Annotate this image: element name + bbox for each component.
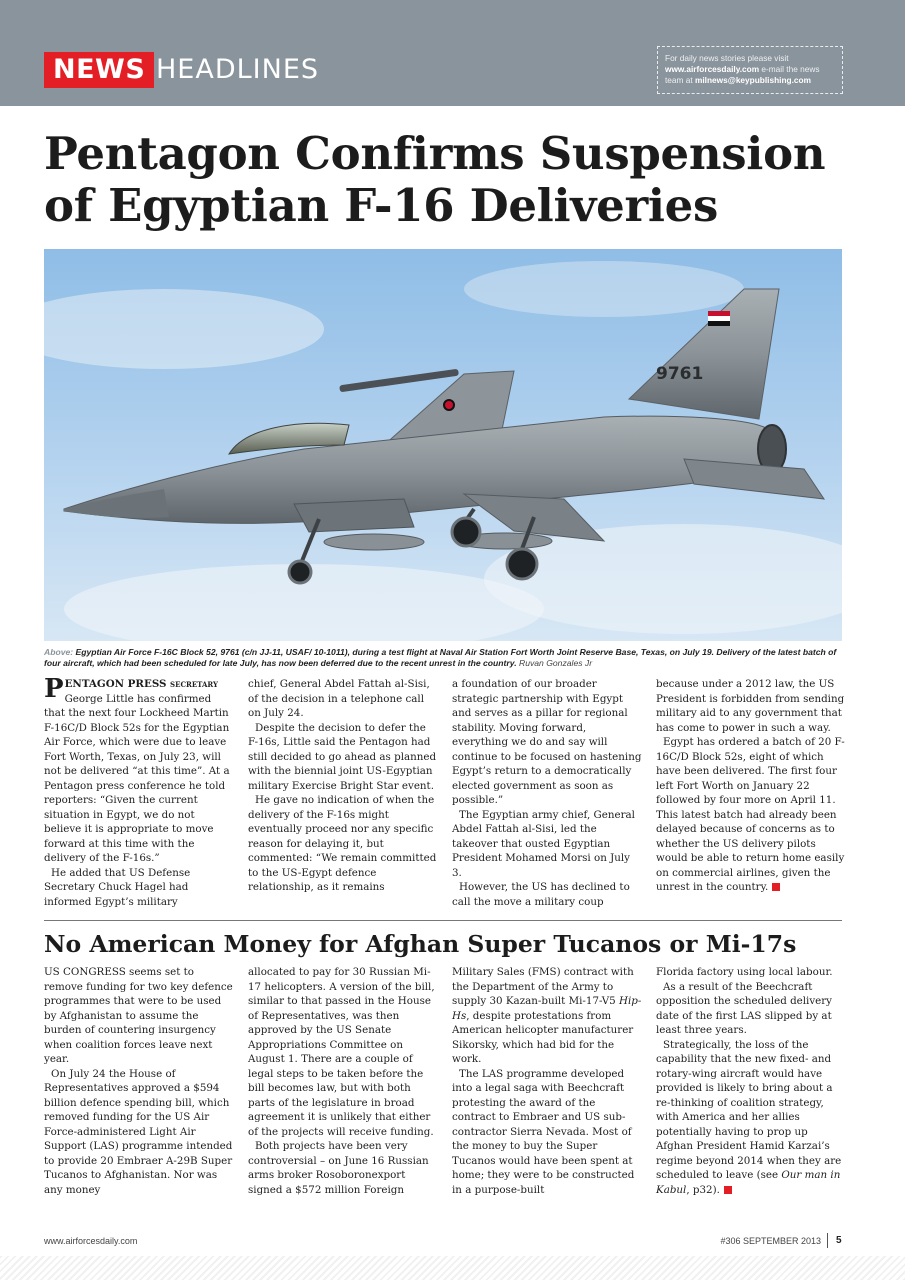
article1-col4	[656, 677, 846, 895]
section-divider	[44, 920, 842, 921]
promo-box	[657, 46, 843, 94]
article2-col1	[44, 965, 234, 1197]
article1-para: chief, General Abdel Fattah al-Sisi, of the decision in a telephone call on July 24.	[248, 678, 430, 719]
article2-col2	[248, 965, 438, 1197]
article2-para: Strategically, the loss of the capability that the new fixed- and rotary-wing aircraft would have provided is likely to bring about a re-thinking of coalition strategy, with America and her allies potentially having to prop up Afghan President Hamid Karzai’s regime beyond 2014 when they are scheduled to leave (see Our man in Kabul, p32).	[656, 1038, 842, 1196]
f16-photo	[44, 249, 842, 641]
cloud	[464, 261, 744, 317]
article2-para: allocated to pay for 30 Russian Mi-17 helicopters. A version of the bill, similar to that passed in the House of Representatives, was then approved by the US Senate Appropriations Committee on August 1. There are a couple of legal steps to be taken before the bill becomes law, but with both parts of the legislature in broad agreement it is unlikely that either of the projects will receive funding.	[248, 966, 435, 1138]
roundel-icon	[444, 400, 454, 410]
article1-para: He added that US Defense Secretary Chuck Hagel had informed Egypt’s military	[44, 866, 191, 908]
promo-line2b: team at	[665, 75, 695, 85]
article1-col1	[44, 674, 234, 909]
egypt-flag	[708, 311, 730, 316]
article2-para: US CONGRESS seems set to remove funding for two key defence programmes that were to be used by Afghanistan to assume the burden of countering insurgency when coalition forces leave next year.	[44, 966, 233, 1065]
caption-text: Egyptian Air Force F-16C Block 52, 9761 (c/n JJ-11, USAF/ 10-1011), during a test flight at Naval Air Station Fort Worth Joint Reserve Base, Texas, on July 19. Delivery of the latest batch of four aircraft, which had been scheduled for late July, has now been deferred due to the recent unrest in the country.	[44, 647, 837, 668]
nose-wheel	[289, 561, 311, 583]
promo-line1: For daily news stories please visit	[665, 53, 789, 63]
article2-col3	[452, 965, 642, 1197]
section-title: HEADLINES	[156, 54, 320, 85]
article1-col2	[248, 677, 438, 895]
header-band	[0, 0, 905, 106]
bottom-pattern	[0, 1256, 905, 1280]
article2-para: On July 24 the House of Representatives approved a $594 billion defence spending bill, which removed funding for the US Air Force-administered Light Air Support (LAS) programme intended to provide 20 Embraer A-29B Super Tucanos to Afghanistan. Nor was any money	[44, 1067, 233, 1196]
article1-para: because under a 2012 law, the US President is forbidden from sending military aid to any government that has come to power in such a way.	[656, 678, 845, 734]
photo-caption	[44, 647, 842, 669]
promo-email-link[interactable]: milnews@keypublishing.com	[694, 75, 811, 85]
article2-para: The LAS programme developed into a legal saga with Beechcraft protesting the award of the contract to Embraer and US sub-contractor Sierra Nevada. Most of the money to buy the Super Tucanos would have been spent at home; they were to be constructed in a purpose-built	[452, 1067, 635, 1196]
page-number: 5	[836, 1235, 842, 1246]
end-mark-icon	[772, 883, 780, 891]
photo-credit: Ruvan Gonzales Jr	[518, 658, 593, 668]
drop-cap: P	[44, 674, 64, 704]
main-wheel	[507, 549, 537, 579]
fuel-tank	[324, 534, 424, 550]
news-badge: NEWS	[44, 52, 154, 88]
footer-url[interactable]: www.airforcesdaily.com	[44, 1236, 138, 1246]
article1-col3	[452, 677, 642, 909]
end-mark-icon	[724, 1186, 732, 1194]
article2-para: Military Sales (FMS) contract with the Department of the Army to supply 30 Kazan-built Mi-17-V5 Hip-Hs, despite protestations from American helicopter manufacturer Sikorsky, which had bid for the work.	[452, 966, 642, 1065]
article1-para: He gave no indication of when the delivery of the F-16s might eventually proceed nor any specific reason for delaying it, but commented: “We remain committed to the US-Egypt defence relationship, as it remains	[248, 794, 437, 893]
article1-para: Egypt has ordered a batch of 20 F-16C/D Block 52s, eight of which have been delivered. The first four left Fort Worth on January 22 followed by four more on April 11. This latest batch had already been delayed because of concerns as to whether the US delivery pilots would be able to return home easily on commercial airlines, given the unrest in the country.	[656, 736, 845, 893]
article2-para: As a result of the Beechcraft opposition the scheduled delivery date of the first LAS slipped by at least three years.	[656, 980, 833, 1036]
article1-para: The Egyptian army chief, General Abdel Fattah al-Sisi, led the takeover that ousted Egyptian President Mohamed Morsi on July 3.	[452, 808, 635, 879]
article1-para: However, the US has declined to call the move a military coup	[452, 881, 630, 908]
article1-para: a foundation of our broader strategic partnership with Egypt and serves as a pillar for regional stability. Moving forward, everything we do and say will continue to be focused on hastening Egypt’s return to a democratically elected government as soon as possible.”	[452, 678, 642, 806]
article1-title: Pentagon Confirms Suspension of Egyptian F-16 Deliveries	[44, 127, 826, 232]
air-intake	[294, 499, 414, 532]
lead-caps: ENTAGON PRESS secretary	[64, 678, 219, 690]
promo-site-link[interactable]: www.airforcesdaily.com	[665, 64, 760, 74]
main-wheel	[452, 518, 480, 546]
article2-col4	[656, 965, 846, 1197]
article1-para: PENTAGON PRESS secretary George Little has confirmed that the next four Lockheed Martin F-16C/D Block 52s for the Egyptian Air Force, which were due to leave Fort Worth, Texas, on July 23, will not be delivered “at this time”. At a Pentagon press conference he told reporters: “Given the current situation in Egypt, we do not believe it is appropriate to move forward at this time with the delivery of the F-16s.”	[44, 674, 230, 864]
f16-illustration	[44, 249, 842, 641]
aircraft-serial: 9761	[656, 364, 704, 384]
promo-line2a: e-mail the news	[759, 64, 820, 74]
article2-para: Both projects have been very controversial – on June 16 Russian arms broker Rosoboronexport signed a $572 million Foreign	[248, 1140, 429, 1196]
article1-para: Despite the decision to defer the F-16s, Little said the Pentagon had still decided to go ahead as planned with the biennial joint US-Egyptian military Exercise Bright Star event.	[248, 721, 437, 792]
footer-separator	[827, 1233, 828, 1248]
article2-title: No American Money for Afghan Super Tucanos or Mi-17s	[44, 930, 797, 958]
footer-issue: #306 SEPTEMBER 2013	[720, 1236, 821, 1246]
article2-para: Florida factory using local labour.	[656, 966, 833, 978]
caption-lead: Above:	[44, 647, 74, 657]
